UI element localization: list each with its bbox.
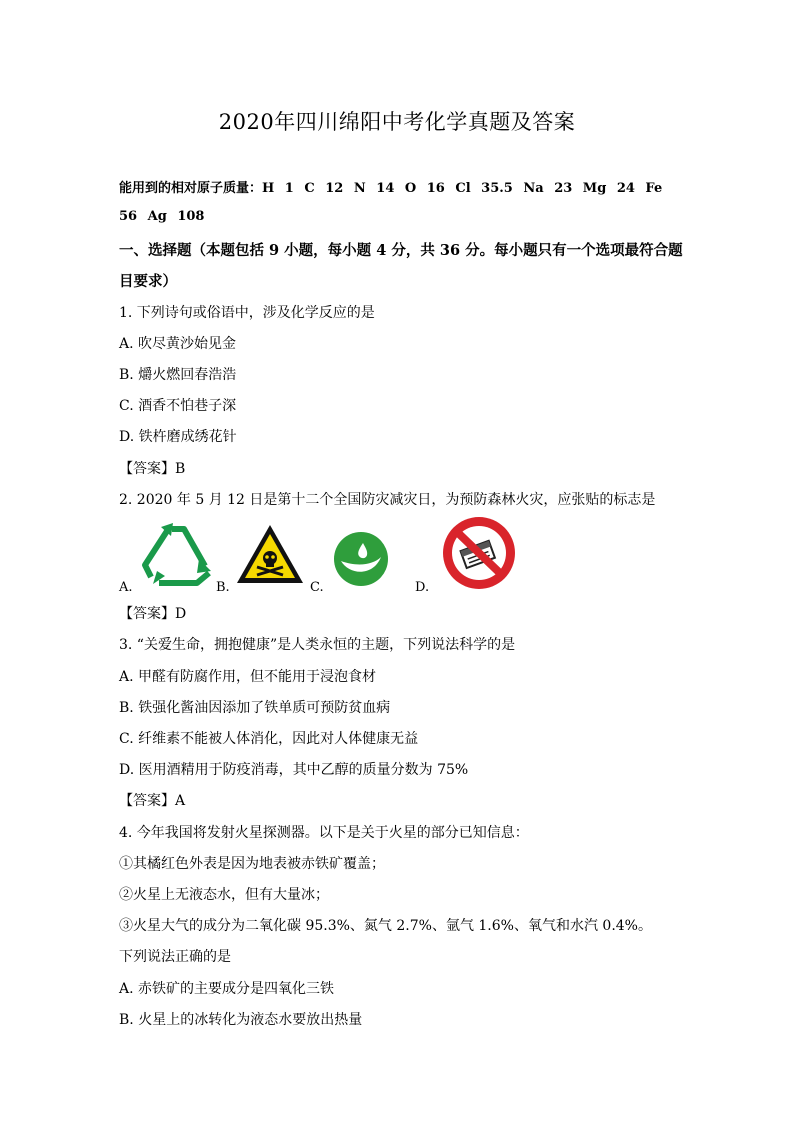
q4-fact-1: ①其橘红色外表是因为地表被赤铁矿覆盖； (119, 856, 385, 872)
q1-option-c: C. 酒香不怕巷子深 (119, 398, 237, 414)
section-heading-line-2: 目要求） (119, 273, 177, 290)
q3-option-c: C. 纤维素不能被人体消化，因此对人体健康无益 (119, 731, 419, 747)
q3-option-a: A. 甲醛有防腐作用，但不能用于浸泡食材 (119, 669, 377, 685)
atomic-mass-line-1: 能用到的相对原子质量：H 1 C 12 N 14 O 16 Cl 35.5 Na 23 Mg 24 Fe (119, 181, 663, 196)
section-heading-line-1: 一、选择题（本题包括 9 小题，每小题 4 分，共 36 分。每小题只有一个选项最符合题 (119, 242, 683, 259)
q3-stem: 3. “关爱生命，拥抱健康”是人类永恒的主题，下列说法科学的是 (119, 637, 516, 653)
q4-fact-3: ③火星大气的成分为二氧化碳 95.3%、氮气 2.7%、氩气 1.6%、氧气和水汽 0.4%。 (119, 918, 652, 934)
q2-label-a: A. (119, 580, 133, 595)
q2-label-b: B. (216, 580, 230, 595)
q1-answer: 【答案】B (119, 461, 186, 477)
q1-option-b: B. 爝火燃回春浩浩 (119, 367, 237, 383)
q3-option-d: D. 医用酒精用于防疫消毒，其中乙醇的质量分数为 75% (119, 762, 469, 778)
q4-option-a: A. 赤铁矿的主要成分是四氧化三铁 (119, 981, 335, 997)
q1-stem: 1. 下列诗句或俗语中，涉及化学反应的是 (119, 305, 375, 321)
q2-label-d: D. (415, 580, 430, 595)
q2-label-c: C. (310, 580, 324, 595)
q2-answer: 【答案】D (119, 606, 187, 622)
q3-option-b: B. 铁强化酱油因添加了铁单质可预防贫血病 (119, 700, 391, 716)
toxic-warning-icon (235, 523, 305, 585)
q4-option-b: B. 火星上的冰转化为液态水要放出热量 (119, 1012, 363, 1028)
recycle-icon (139, 521, 217, 589)
q4-fact-2: ②火星上无液态水，但有大量冰； (119, 887, 329, 903)
q1-option-a: A. 吹尽黄沙始见金 (119, 336, 237, 352)
q4-prompt: 下列说法正确的是 (119, 949, 231, 965)
page-title: 2020年四川绵阳中考化学真题及答案 (218, 110, 576, 134)
q4-stem: 4. 今年我国将发射火星探测器。以下是关于火星的部分已知信息： (119, 825, 529, 841)
q2-sign-options (119, 515, 539, 600)
water-saving-icon (333, 531, 389, 587)
q2-stem: 2. 2020 年 5 月 12 日是第十二个全国防灾减灾日，为预防森林火灾，应张贴的标志是 (119, 492, 656, 508)
atomic-mass-line-2: 56 Ag 108 (119, 209, 205, 224)
q3-answer: 【答案】A (119, 793, 186, 809)
no-fire-sign-icon (441, 515, 517, 591)
q1-option-d: D. 铁杵磨成绣花针 (119, 429, 237, 445)
